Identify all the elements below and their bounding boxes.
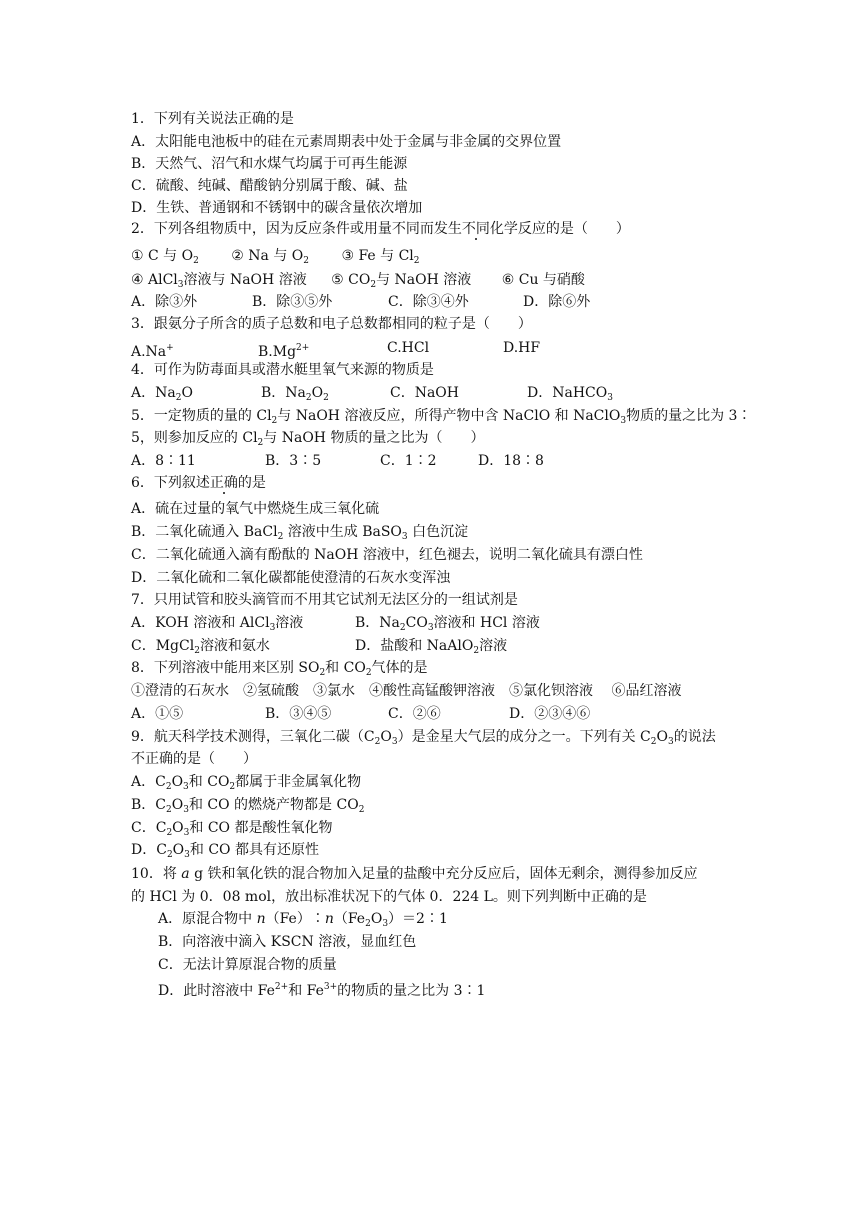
q9-option-d: D．$C_2O_3$和 CO 都具有还原性 — [131, 842, 319, 860]
q1-option-d: D．生铁、普通钢和不锈钢中的碳含量依次增加 — [131, 200, 423, 216]
q10-option-b: B．向溶液中滴入 KSCN 溶液，显血红色 — [158, 934, 417, 950]
q9-stem-line2: 不正确的是（ ） — [131, 751, 257, 767]
q9-stem-line1: 9．航天科学技术测得，三氧化二碳$(C_2O_3)$是金星大气层的成分之一。下列有关 $C_2O_3$的说法 — [131, 729, 716, 747]
q10-option-c: C．无法计算原混合物的质量 — [158, 957, 337, 973]
q6-option-d: D．二氧化硫和二氧化碳都能使澄清的石灰水变浑浊 — [131, 570, 451, 586]
q1-option-a: A．太阳能电池板中的硅在元素周期表中处于金属与非金属的交界位置 — [131, 134, 562, 150]
q6-option-b: B．二氧化硫通入 BaCl$_2$ 溶液中生成 BaSO$_3$ 白色沉淀 — [131, 524, 469, 542]
document-page: 1．下列有关说法正确的是 A．太阳能电池板中的硅在元素周期表中处于金属与非金属的交界位置 B．天然气、沼气和水煤气均属于可再生能源 C．硫酸、纯碱、醋酸钠分别属于酸、碱、盐 D．生铁、普通钢和不锈钢中的碳含量依次增加 2．下列各组物质中，因为反应条件或用量不同而发生不同化学反应的是（ ） ① C 与 $O_2$ ② Na 与 $O_2$ ③ Fe 与 $Cl_2$ ④ AlCl$_3$溶液与 NaOH 溶液 ⑤ $CO_2$与 NaOH 溶液 ⑥ Cu 与硝酸 A．除③外 B．除③⑤外 C．除③④外 D．除⑥外 3．跟氨分子所含的质子总数和电子总数都相同的粒子是（ ） A.Na+ $B.Mg^{2+}$ C.HCl D.HF 4．可作为防毒面具或潜水艇里氧气来源的物质是 A．$Na_2O$ B．$Na_2O_2$ C．NaOH D．NaHCO$_3$ 5．一定物质的量的 $Cl_2$与 NaOH 溶液反应，所得产物中含 NaClO 和 NaClO$_3$物质的量之比为 3∶ 5，则参加反应的 $Cl_2$与 NaOH 物质的量之比为（ ） A．8∶11 B．3∶5 C．1∶2 D．18∶8 6．下列叙述正确的是 A．硫在过量的氧气中燃烧生成三氧化硫 B．二氧化硫通入 BaCl$_2$ 溶液中生成 BaSO$_3$ 白色沉淀 C．二氧化硫通入滴有酚酞的 NaOH 溶液中，红色褪去，说明二氧化硫具有漂白性 D．二氧化硫和二氧化碳都能使澄清的石灰水变浑浊 7．只用试管和胶头滴管而不用其它试剂无法区分的一组试剂是 A．KOH 溶液和 AlCl$_3$溶液 B．$Na_2CO_3$溶液和 HCl 溶液 C．MgCl$_2$溶液和氨水 D．盐酸和 NaAlO$_2$溶液 8．下列溶液中能用来区别 $SO_2$和 $CO_2$气体的是 ①澄清的石灰水 ②氢硫酸 ③氯水 ④酸性高锰酸钾溶液 ⑤氯化钡溶液 ⑥品红溶液 A．①⑤ B．③④⑤ C．②⑥ D．②③④⑥ 9．航天科学技术测得，三氧化二碳$(C_2O_3)$是金星大气层的成分之一。下列有关 $C_2O_3$的说法 不正确的是（ ） A．$C_2O_3$和 $CO_2$都属于非金属氧化物 B．$C_2O_3$和 CO 的燃烧产物都是 $CO_2$ C．$C_2O_3$和 CO 都是酸性氧化物 D．$C_2O_3$和 CO 都具有还原性 10．将 a g 铁和氧化铁的混合物加入足量的盐酸中充分反应后，固体无剩余，测得参加反应 的 HCl 为 0．08 mol，放出标准状况下的气体 0．224 L。则下列判断中正确的是 A．原混合物中 $n(Fe)∶n(Fe_2O_3)=2∶1$ B．向溶液中滴入 KSCN 溶液，显血红色 C．无法计算原混合物的质量 D．此时溶液中 $Fe^{2+}$和 $Fe^{3+}$的物质的量之比为 3∶1 — [131, 111, 752, 999]
q6-option-a: A．硫在过量的氧气中燃烧生成三氧化硫 — [131, 501, 380, 517]
q5-stem-line1: 5．一定物质的量的 $Cl_2$与 NaOH 溶液反应，所得产物中含 NaClO 和 NaClO$_3$物质的量之比为 3∶ — [131, 408, 752, 426]
q10-option-d: D．此时溶液中 $Fe^{2+}$和 $Fe^{3+}$的物质的量之比为 3∶1 — [158, 982, 486, 999]
q2-items-row1: ① C 与 $O_2$ ② Na 与 $O_2$ ③ Fe 与 $Cl_2$ — [131, 248, 420, 266]
q3-stem: 3．跟氨分子所含的质子总数和电子总数都相同的粒子是（ ） — [131, 316, 532, 332]
q9-option-b: B．$C_2O_3$和 CO 的燃烧产物都是 $CO_2$ — [131, 797, 365, 815]
q1-stem: 1．下列有关说法正确的是 — [131, 111, 294, 127]
q10-option-a: A．原混合物中 $n(Fe)∶n(Fe_2O_3)=2∶1$ — [158, 911, 448, 929]
q7-stem: 7．只用试管和胶头滴管而不用其它试剂无法区分的一组试剂是 — [131, 592, 518, 608]
q8-stem: 8．下列溶液中能用来区别 $SO_2$和 $CO_2$气体的是 — [131, 660, 428, 678]
q2-stem: 2．下列各组物质中，因为反应条件或用量不同而发生不同化学反应的是（ ） — [131, 221, 630, 237]
q1-option-b: B．天然气、沼气和水煤气均属于可再生能源 — [131, 156, 408, 172]
q6-stem: 6．下列叙述正确的是 — [131, 475, 266, 491]
emphasis-dots: 不同 — [461, 221, 490, 237]
emphasis-dots: 正确 — [209, 475, 238, 491]
q6-option-c: C．二氧化硫通入滴有酚酞的 NaOH 溶液中，红色褪去，说明二氧化硫具有漂白性 — [131, 547, 643, 563]
q1-option-c: C．硫酸、纯碱、醋酸钠分别属于酸、碱、盐 — [131, 178, 408, 194]
q9-option-c: C．$C_2O_3$和 CO 都是酸性氧化物 — [131, 820, 333, 838]
q5-stem-line2: 5，则参加反应的 $Cl_2$与 NaOH 物质的量之比为（ ） — [131, 430, 485, 448]
q10-stem-line1: 10．将 a g 铁和氧化铁的混合物加入足量的盐酸中充分反应后，固体无剩余，测得参加反应 — [131, 866, 698, 882]
q2-items-row2: ④ AlCl$_3$溶液与 NaOH 溶液 ⑤ $CO_2$与 NaOH 溶液 ⑥ Cu 与硝酸 — [131, 272, 585, 290]
q9-option-a: A．$C_2O_3$和 $CO_2$都属于非金属氧化物 — [131, 774, 362, 792]
q8-items: ①澄清的石灰水 ②氢硫酸 ③氯水 ④酸性高锰酸钾溶液 ⑤氯化钡溶液 ⑥品红溶液 — [131, 683, 682, 699]
q10-stem-line2: 的 HCl 为 0．08 mol，放出标准状况下的气体 0．224 L。则下列判断中正确的是 — [131, 889, 647, 905]
q4-stem: 4．可作为防毒面具或潜水艇里氧气来源的物质是 — [131, 362, 434, 378]
